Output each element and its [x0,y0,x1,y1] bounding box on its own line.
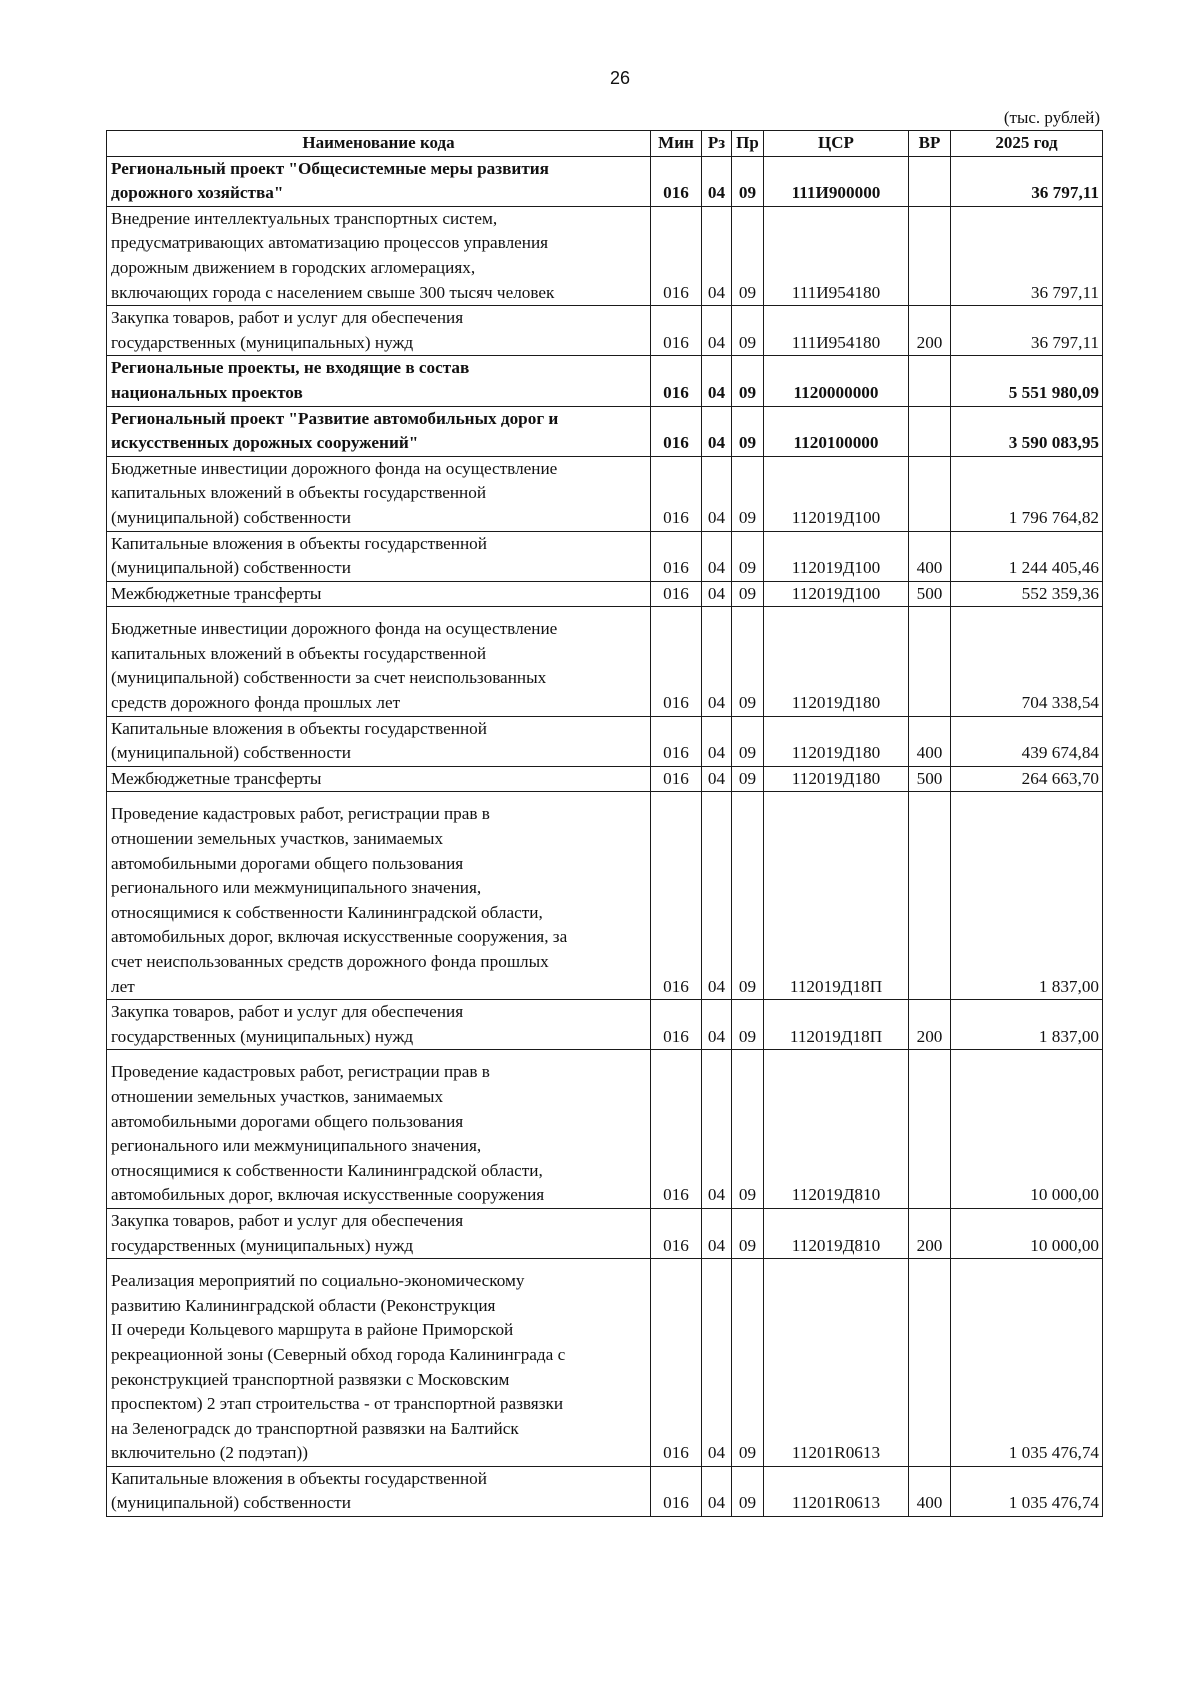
table-row [107,456,1103,531]
cell-csr: 112019Д18П [764,792,909,1000]
cell-pr: 09 [732,581,764,607]
cell-name [107,406,651,456]
table-header-row [107,131,1103,157]
cell-sum: 10 000,00 [951,1208,1103,1258]
table-row [107,356,1103,406]
cell-csr: 111И954180 [764,206,909,305]
cell-name-line: Закупка товаров, работ и услуг для обеспечения [111,1002,464,1022]
cell-pr: 09 [732,206,764,305]
cell-sum: 704 338,54 [951,607,1103,716]
cell-name-line: Реализация мероприятий по социально-экономическому [111,1271,525,1291]
header-vr: ВР [909,131,951,157]
cell-csr: 11201R0613 [764,1259,909,1467]
cell-name-line: Бюджетные инвестиции дорожного фонда на осуществление [111,619,558,639]
cell-name-line: Внедрение интеллектуальных транспортных систем, [111,208,498,228]
cell-rz: 04 [702,306,732,356]
cell-vr: 500 [909,581,951,607]
cell-name-line: дорожным движением в городских агломерациях, [111,257,476,277]
cell-name-line: Региональный проект "Развитие автомобильных дорог и [111,408,559,428]
cell-name-line: на Зеленоградск до транспортной развязки на Балтийск [111,1418,519,1438]
cell-rz: 04 [702,156,732,206]
cell-pr: 09 [732,356,764,406]
header-min: Мин [651,131,702,157]
cell-rz: 04 [702,356,732,406]
cell-name-line: проспектом) 2 этап строительства - от транспортной развязки [111,1394,564,1414]
cell-name [107,716,651,766]
cell-min: 016 [651,406,702,456]
cell-sum: 36 797,11 [951,206,1103,305]
table-row [107,607,1103,716]
cell-name-line: регионального или межмуниципального значения, [111,878,482,898]
cell-pr: 09 [732,306,764,356]
cell-name-line: счет неиспользованных средств дорожного фонда прошлых [111,952,549,971]
cell-csr: 11201R0613 [764,1466,909,1516]
table-row [107,581,1103,607]
table-row [107,716,1103,766]
table-row [107,306,1103,356]
cell-sum: 1 035 476,74 [951,1259,1103,1467]
cell-name [107,306,651,356]
cell-min: 016 [651,581,702,607]
cell-pr: 09 [732,406,764,456]
cell-min: 016 [651,766,702,792]
cell-vr: 200 [909,1208,951,1258]
cell-vr: 200 [909,306,951,356]
cell-min: 016 [651,306,702,356]
cell-name-line: автомобильными дорогами общего пользования [111,1111,464,1131]
header-name: Наименование кода [107,131,651,157]
cell-name-line: автомобильных дорог, включая искусственные сооружения [111,1185,545,1205]
table-row [107,1000,1103,1050]
cell-pr: 09 [732,531,764,581]
cell-rz: 04 [702,607,732,716]
cell-pr: 09 [732,1259,764,1467]
cell-vr: 200 [909,1000,951,1050]
table-row [107,1259,1103,1467]
cell-vr [909,156,951,206]
cell-vr: 500 [909,766,951,792]
cell-min: 016 [651,206,702,305]
cell-min: 016 [651,356,702,406]
cell-pr: 09 [732,456,764,531]
table-body [107,156,1103,1516]
cell-min: 016 [651,156,702,206]
cell-pr: 09 [732,1050,764,1209]
cell-vr [909,1050,951,1209]
cell-csr: 112019Д18П [764,1000,909,1050]
cell-rz: 04 [702,456,732,531]
cell-vr [909,456,951,531]
cell-sum: 3 590 083,95 [951,406,1103,456]
cell-name-line: автомобильных дорог, включая искусственные сооружения, за [111,927,568,947]
cell-pr: 09 [732,156,764,206]
cell-csr: 112019Д180 [764,607,909,716]
cell-vr: 400 [909,716,951,766]
cell-rz: 04 [702,531,732,581]
cell-name-line: относящимися к собственности Калининградской области, [111,902,543,922]
cell-name-line: капитальных вложений в объекты государственной [111,483,487,503]
cell-name-line: капитальных вложений в объекты государственной [111,643,487,663]
cell-rz: 04 [702,792,732,1000]
cell-name [107,356,651,406]
cell-name [107,1050,651,1209]
cell-name-line: относящимися к собственности Калининградской области, [111,1160,543,1180]
cell-name-line: II очереди Кольцевого маршрута в районе Приморской [111,1320,514,1340]
table-row [107,1466,1103,1516]
cell-name [107,1466,651,1516]
cell-min: 016 [651,1466,702,1516]
cell-name-line: национальных проектов [111,382,303,402]
cell-csr: 112019Д810 [764,1208,909,1258]
cell-rz: 04 [702,1000,732,1050]
cell-name-line: государственных (муниципальных) нужд [111,332,414,352]
cell-vr: 400 [909,531,951,581]
cell-name-line: Капитальные вложения в объекты государственной [111,718,487,738]
cell-name-line: (муниципальной) собственности [111,1493,351,1513]
cell-csr: 112019Д180 [764,766,909,792]
cell-name-line: средств дорожного фонда прошлых лет [111,693,401,713]
cell-name-line: Региональные проекты, не входящие в состав [111,358,470,378]
cell-name [107,531,651,581]
cell-name [107,581,651,607]
cell-vr [909,206,951,305]
cell-rz: 04 [702,1259,732,1467]
cell-min: 016 [651,1050,702,1209]
cell-name-line: Закупка товаров, работ и услуг для обеспечения [111,1210,464,1230]
cell-name [107,456,651,531]
cell-pr: 09 [732,766,764,792]
cell-name-line: дорожного хозяйства" [111,183,284,203]
cell-name-line: реконструкцией транспортной развязки с Московским [111,1369,510,1389]
cell-sum: 1 796 764,82 [951,456,1103,531]
table-row [107,406,1103,456]
cell-vr [909,1259,951,1467]
cell-name [107,1259,651,1467]
cell-vr [909,607,951,716]
cell-min: 016 [651,607,702,716]
cell-csr: 112019Д100 [764,456,909,531]
cell-sum: 1 837,00 [951,792,1103,1000]
cell-name-line: включительно (2 подэтап)) [111,1443,308,1463]
cell-name-line: (муниципальной) собственности за счет неиспользованных [111,668,547,688]
page-number: 26 [609,68,631,88]
cell-name-line: отношении земельных участков, занимаемых [111,829,444,849]
cell-name-line: Межбюджетные трансферты [111,768,322,788]
cell-csr: 112019Д100 [764,581,909,607]
table-row [107,766,1103,792]
cell-csr: 111И954180 [764,306,909,356]
cell-name-line: отношении земельных участков, занимаемых [111,1086,444,1106]
cell-pr: 09 [732,792,764,1000]
cell-rz: 04 [702,1466,732,1516]
header-sum: 2025 год [951,131,1103,157]
header-pr: Пр [732,131,764,157]
cell-name-line: Бюджетные инвестиции дорожного фонда на осуществление [111,458,558,478]
cell-name-line: Проведение кадастровых работ, регистрации прав в [111,804,490,824]
cell-name-line: лет [111,976,135,996]
cell-pr: 09 [732,716,764,766]
cell-rz: 04 [702,1208,732,1258]
cell-name [107,1208,651,1258]
table-row [107,792,1103,1000]
cell-name [107,766,651,792]
cell-csr: 1120000000 [764,356,909,406]
cell-vr [909,406,951,456]
header-csr: ЦСР [764,131,909,157]
cell-name-line: Капитальные вложения в объекты государственной [111,1468,487,1488]
cell-sum: 439 674,84 [951,716,1103,766]
cell-csr: 112019Д810 [764,1050,909,1209]
cell-name-line: государственных (муниципальных) нужд [111,1235,414,1255]
cell-sum: 36 797,11 [951,156,1103,206]
cell-pr: 09 [732,607,764,716]
cell-rz: 04 [702,406,732,456]
cell-sum: 264 663,70 [951,766,1103,792]
cell-name-line: искусственных дорожных сооружений" [111,433,419,453]
cell-min: 016 [651,792,702,1000]
table-row [107,531,1103,581]
cell-min: 016 [651,716,702,766]
unit-note: (тыс. рублей) [1003,108,1100,127]
cell-name-line: рекреационной зоны (Северный обход города Калининграда с [111,1344,566,1364]
cell-name [107,792,651,1000]
cell-sum: 5 551 980,09 [951,356,1103,406]
cell-min: 016 [651,531,702,581]
cell-rz: 04 [702,716,732,766]
table-row [107,1050,1103,1209]
cell-min: 016 [651,1000,702,1050]
cell-name-line: Капитальные вложения в объекты государственной [111,533,487,553]
cell-csr: 112019Д100 [764,531,909,581]
cell-sum: 36 797,11 [951,306,1103,356]
cell-name-line: Закупка товаров, работ и услуг для обеспечения [111,308,464,328]
cell-name-line: Региональный проект "Общесистемные меры развития [111,158,549,178]
cell-vr [909,792,951,1000]
cell-name [107,1000,651,1050]
cell-sum: 552 359,36 [951,581,1103,607]
table-row [107,206,1103,305]
cell-pr: 09 [732,1466,764,1516]
cell-name-line: Межбюджетные трансферты [111,583,322,603]
cell-name [107,156,651,206]
cell-rz: 04 [702,206,732,305]
cell-name-line: регионального или межмуниципального значения, [111,1136,482,1156]
cell-name-line: включающих города с населением свыше 300 тысяч человек [111,282,555,302]
header-rz: Рз [702,131,732,157]
cell-csr: 112019Д180 [764,716,909,766]
cell-pr: 09 [732,1208,764,1258]
cell-name-line: развитию Калининградской области (Реконструкция [111,1295,496,1315]
cell-name-line: (муниципальной) собственности [111,507,351,527]
cell-sum: 10 000,00 [951,1050,1103,1209]
cell-name-line: государственных (муниципальных) нужд [111,1026,414,1046]
cell-name-line: предусматривающих автоматизацию процессов управления [111,233,549,253]
cell-name-line: (муниципальной) собственности [111,743,351,763]
cell-min: 016 [651,1208,702,1258]
cell-pr: 09 [732,1000,764,1050]
cell-rz: 04 [702,766,732,792]
budget-table [106,130,1103,1517]
cell-name-line: (муниципальной) собственности [111,558,351,578]
cell-sum: 1 244 405,46 [951,531,1103,581]
cell-csr: 1120100000 [764,406,909,456]
cell-vr [909,356,951,406]
cell-name [107,607,651,716]
cell-rz: 04 [702,1050,732,1209]
cell-vr: 400 [909,1466,951,1516]
cell-min: 016 [651,456,702,531]
table-row [107,1208,1103,1258]
cell-csr: 111И900000 [764,156,909,206]
cell-name-line: Проведение кадастровых работ, регистрации прав в [111,1062,490,1082]
cell-rz: 04 [702,581,732,607]
table-row [107,156,1103,206]
cell-name-line: автомобильными дорогами общего пользования [111,853,464,873]
cell-sum: 1 035 476,74 [951,1466,1103,1516]
cell-sum: 1 837,00 [951,1000,1103,1050]
cell-name [107,206,651,305]
cell-min: 016 [651,1259,702,1467]
